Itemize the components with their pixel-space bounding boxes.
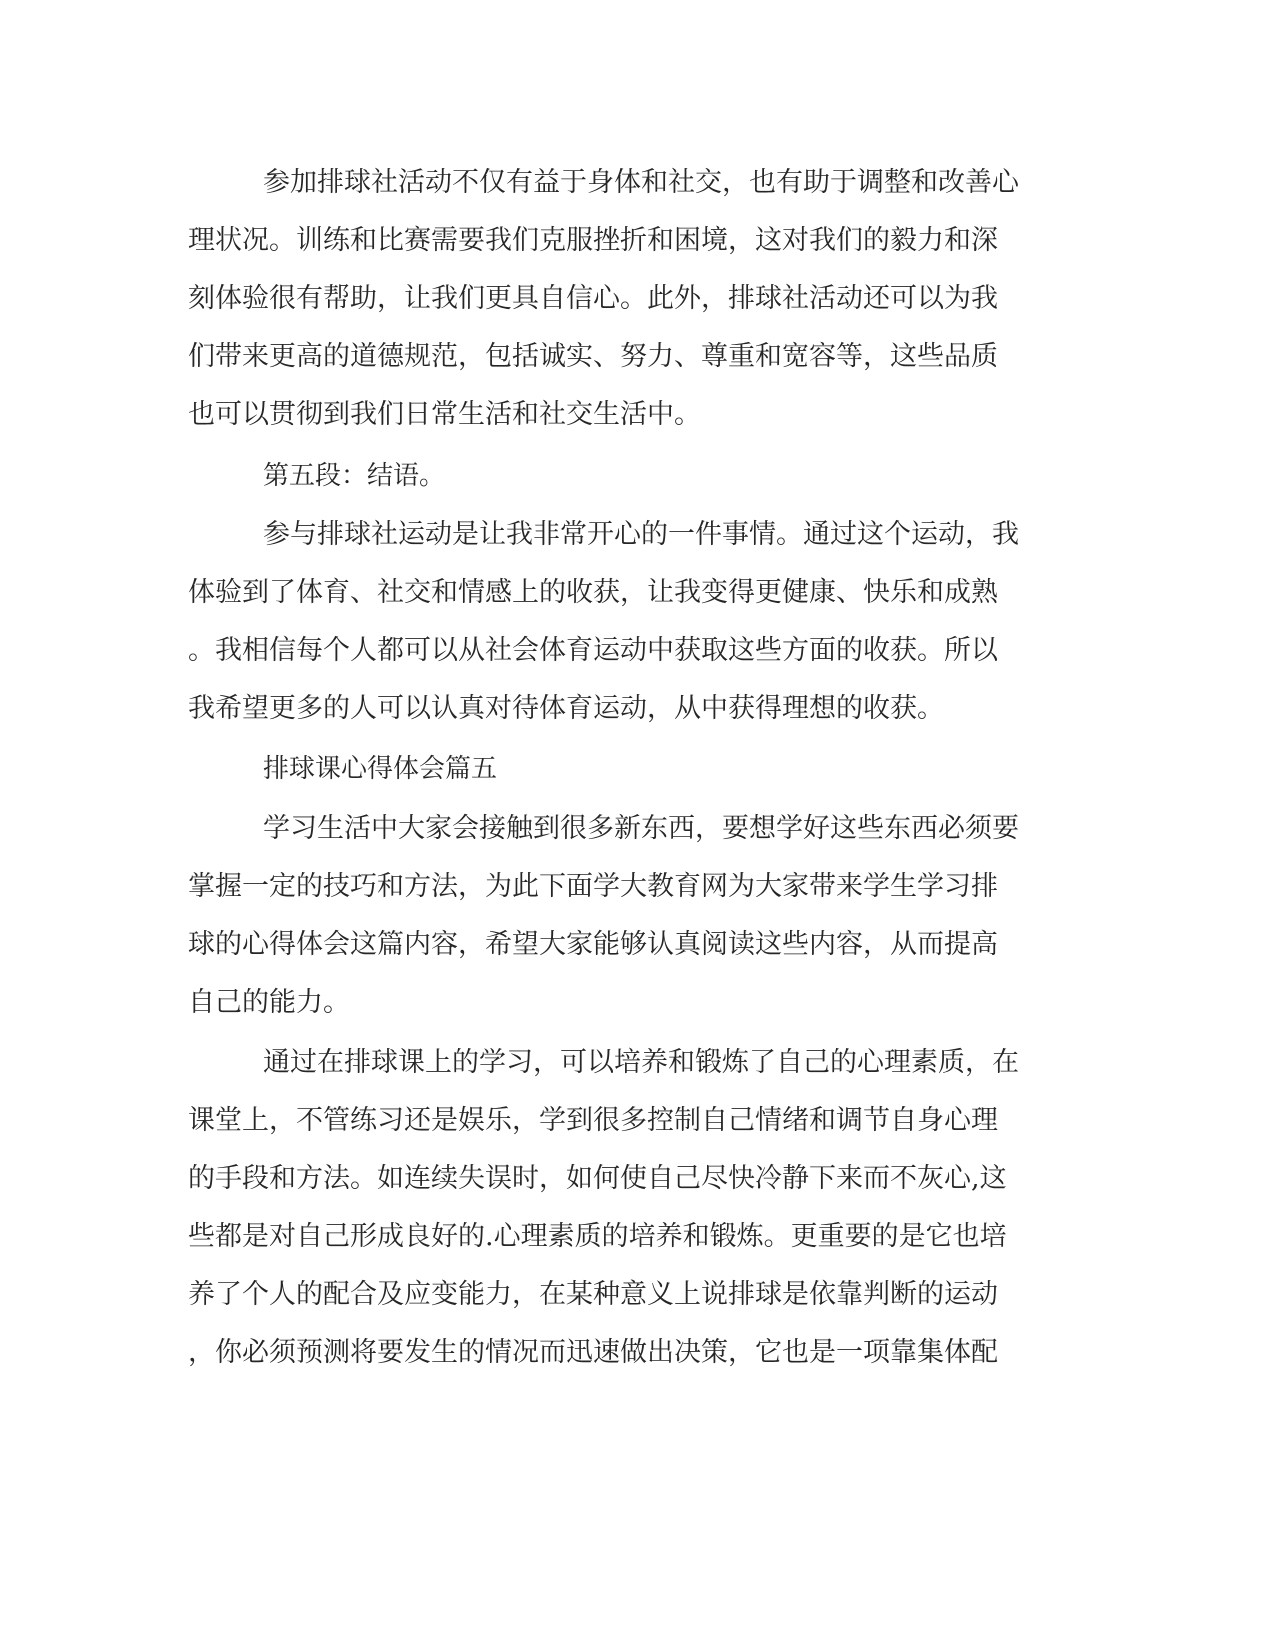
paragraph-3-line-3: 。我相信每个人都可以从社会体育运动中获取这些方面的收获。所以 — [188, 635, 998, 666]
paragraph-6-line-4: 些都是对自己形成良好的.心理素质的培养和锻炼。更重要的是它也培 — [188, 1221, 1007, 1252]
paragraph-1-line-4: 们带来更高的道德规范，包括诚实、努力、尊重和宽容等，这些品质 — [188, 341, 998, 372]
article-title: 排球课心得体会篇五 — [263, 754, 498, 784]
paragraph-1-line-5: 也可以贯彻到我们日常生活和社交生活中。 — [188, 399, 701, 430]
paragraph-3-line-2: 体验到了体育、社交和情感上的收获，让我变得更健康、快乐和成熟 — [188, 577, 998, 608]
paragraph-6-line-3: 的手段和方法。如连续失误时，如何使自己尽快冷静下来而不灰心,这 — [188, 1163, 1007, 1194]
paragraph-6-line-6: ，你必须预测将要发生的情况而迅速做出决策，它也是一项靠集体配 — [188, 1337, 998, 1368]
paragraph-6-line-5: 养了个人的配合及应变能力，在某种意义上说排球是依靠判断的运动 — [188, 1279, 998, 1310]
paragraph-5-line-4: 自己的能力。 — [188, 987, 350, 1018]
paragraph-1-line-1: 参加排球社活动不仅有益于身体和社交，也有助于调整和改善心 — [263, 167, 1019, 198]
paragraph-5-line-1: 学习生活中大家会接触到很多新东西，要想学好这些东西必须要 — [263, 813, 1019, 844]
paragraph-1-line-2: 理状况。训练和比赛需要我们克服挫折和困境，这对我们的毅力和深 — [188, 225, 998, 256]
paragraph-6-line-1: 通过在排球课上的学习，可以培养和锻炼了自己的心理素质，在 — [263, 1047, 1019, 1078]
paragraph-5-line-2: 掌握一定的技巧和方法，为此下面学大教育网为大家带来学生学习排 — [188, 871, 998, 902]
paragraph-5-line-3: 球的心得体会这篇内容，希望大家能够认真阅读这些内容，从而提高 — [188, 929, 998, 960]
paragraph-1-line-3: 刻体验很有帮助，让我们更具自信心。此外，排球社活动还可以为我 — [188, 283, 998, 314]
paragraph-3-line-4: 我希望更多的人可以认真对待体育运动，从中获得理想的收获。 — [188, 693, 944, 724]
paragraph-6-line-2: 课堂上，不管练习还是娱乐，学到很多控制自己情绪和调节自身心理 — [188, 1105, 998, 1136]
section-heading-conclusion: 第五段：结语。 — [263, 461, 446, 491]
paragraph-3-line-1: 参与排球社运动是让我非常开心的一件事情。通过这个运动，我 — [263, 519, 1019, 550]
